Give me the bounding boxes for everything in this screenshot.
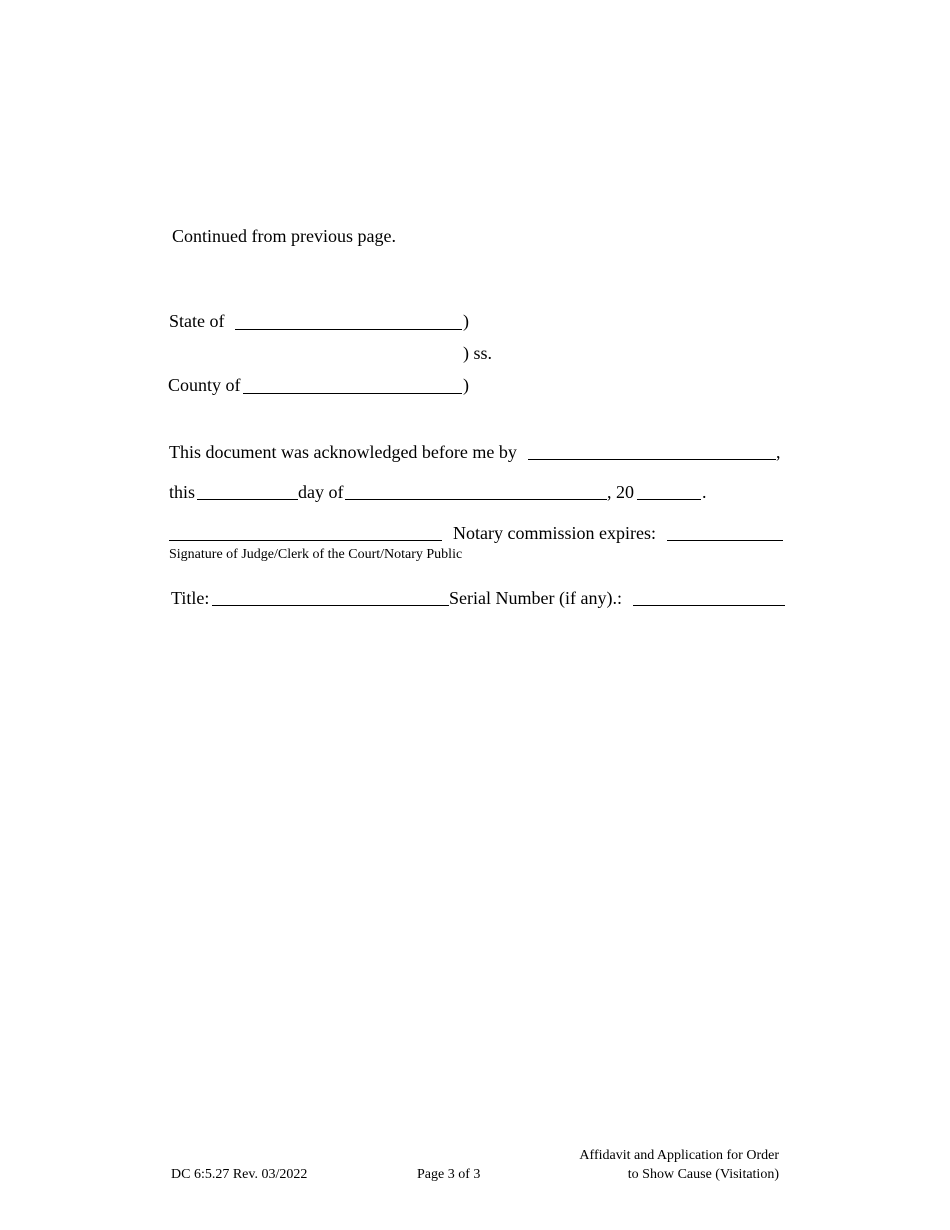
commission-field[interactable] [667, 521, 783, 541]
county-field[interactable] [243, 374, 462, 394]
ss-label: ) ss. [463, 343, 493, 363]
day-field[interactable] [197, 480, 298, 500]
signature-caption: Signature of Judge/Clerk of the Court/Notary Public [169, 547, 463, 562]
year-field[interactable] [637, 480, 701, 500]
title-label: Title: [171, 588, 210, 608]
state-field[interactable] [235, 310, 462, 330]
footer-title-line2: to Show Cause (Visitation) [627, 1167, 779, 1182]
county-label: County of [168, 375, 241, 395]
state-paren: ) [463, 311, 469, 331]
footer-title-line1: Affidavit and Application for Order [579, 1148, 779, 1163]
state-label: State of [169, 311, 225, 331]
county-paren: ) [463, 375, 469, 395]
continued-note: Continued from previous page. [172, 226, 396, 246]
this-label: this [169, 482, 196, 502]
signature-field[interactable] [169, 521, 442, 541]
commission-label: Notary commission expires: [453, 523, 656, 543]
acknowledgment-comma: , [776, 442, 781, 462]
title-field[interactable] [212, 586, 449, 606]
acknowledged-by-field[interactable] [528, 440, 776, 460]
month-field[interactable] [345, 480, 607, 500]
footer-form-id: DC 6:5.27 Rev. 03/2022 [171, 1167, 308, 1182]
day-of-label: day of [298, 482, 344, 502]
serial-field[interactable] [633, 586, 785, 606]
serial-label: Serial Number (if any).: [449, 588, 622, 608]
year-prefix: , 20 [607, 482, 634, 502]
footer-page-number: Page 3 of 3 [417, 1167, 481, 1182]
acknowledgment-text: This document was acknowledged before me by [169, 442, 517, 462]
year-period: . [702, 482, 707, 502]
